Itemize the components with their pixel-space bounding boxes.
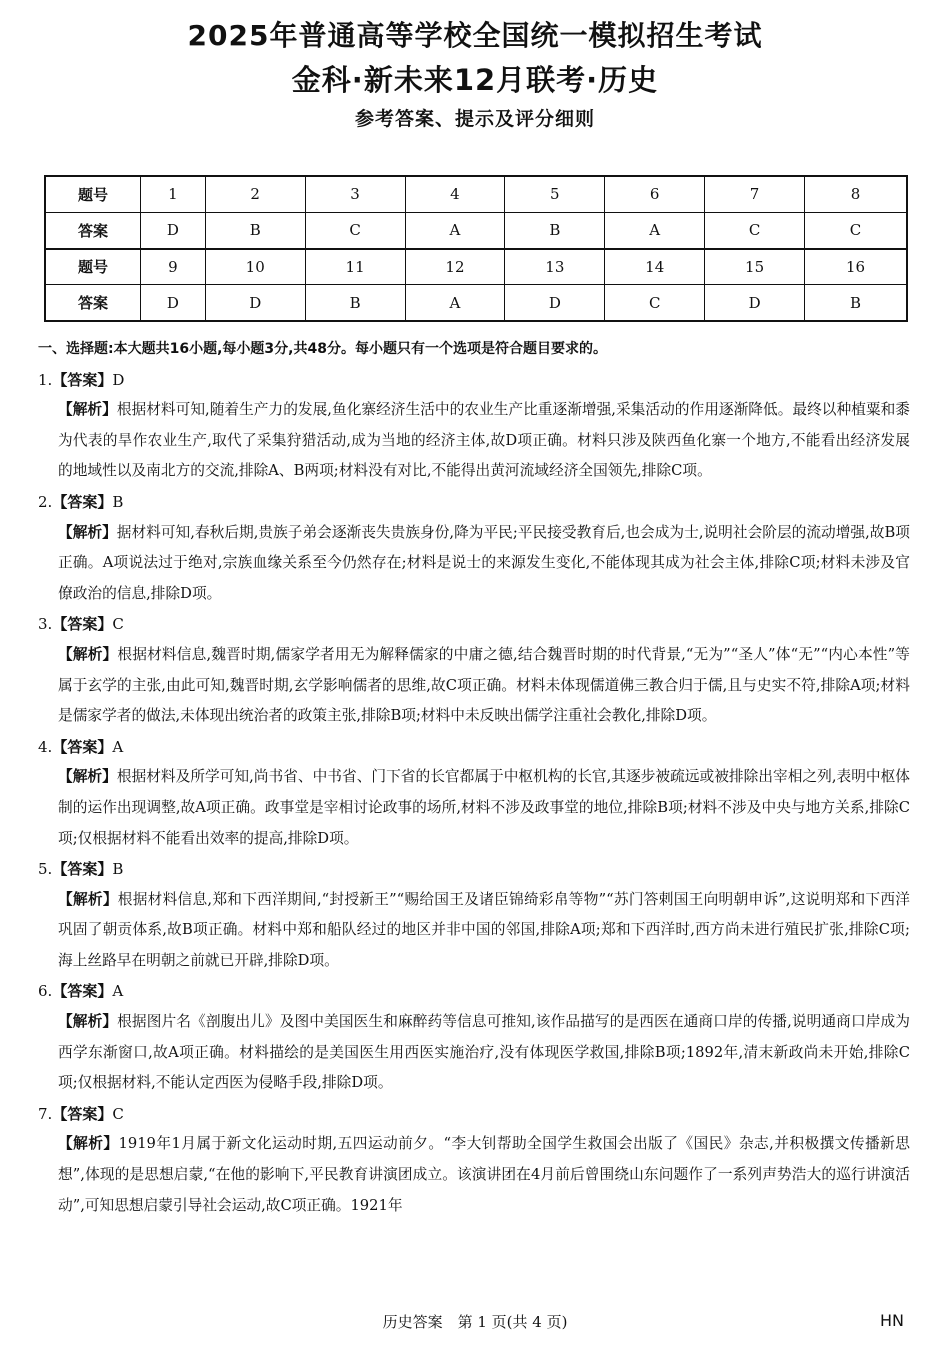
- answer-value: B: [112, 492, 124, 511]
- answer-value: B: [112, 860, 124, 879]
- answer-tag: 【答案】: [52, 492, 113, 511]
- row-label-answer: 答案: [45, 285, 141, 321]
- answer-cell: C: [805, 212, 907, 248]
- region-code: HN: [880, 1311, 904, 1330]
- question-number-cell: 4: [405, 176, 505, 212]
- question-block-2: [38, 487, 910, 609]
- answer-cell: D: [141, 285, 206, 321]
- answer-value: D: [112, 370, 125, 389]
- question-number: 6.: [38, 982, 53, 1001]
- analysis-paragraph: [38, 395, 910, 487]
- answer-value: A: [112, 737, 124, 756]
- answer-line: [38, 854, 910, 885]
- question-block-1: [38, 365, 910, 487]
- table-row-numbers-2: [45, 249, 907, 285]
- answer-tag: 【答案】: [52, 860, 113, 879]
- analysis-paragraph: [38, 885, 910, 977]
- answer-line: [38, 609, 910, 640]
- answer-value: C: [112, 1104, 124, 1123]
- question-block-5: [38, 854, 910, 976]
- answer-cell: B: [205, 212, 305, 248]
- analysis-paragraph: [38, 518, 910, 610]
- question-number-cell: 7: [705, 176, 805, 212]
- answer-value: C: [112, 615, 124, 634]
- answer-cell: B: [305, 285, 405, 321]
- analysis-text: 据材料可知,春秋后期,贵族子弟会逐渐丧失贵族身份,降为平民;平民接受教育后,也会成为士,说明社会阶层的流动增强,故B项正确。A项说法过于绝对,宗族血缘关系至今仍然存在;材料是说士的来源发生变化,不能体现其成为社会主体,排除C项;材料未涉及官僚政治的信息,排除D项。: [58, 523, 910, 602]
- answer-cell: D: [505, 285, 605, 321]
- question-number-cell: 15: [705, 249, 805, 285]
- question-number-cell: 13: [505, 249, 605, 285]
- question-number-cell: 5: [505, 176, 605, 212]
- answer-table: [44, 175, 908, 322]
- page-footer: 历史答案 第 1 页(共 4 页): [382, 1313, 568, 1331]
- answer-line: [38, 487, 910, 518]
- answer-tag: 【答案】: [52, 615, 113, 634]
- answer-line: [38, 976, 910, 1007]
- table-row-answers-1: [45, 212, 907, 248]
- question-block-6: [38, 976, 910, 1098]
- exam-title: 2025年普通高等学校全国统一模拟招生考试: [187, 19, 763, 52]
- question-number-cell: 3: [305, 176, 405, 212]
- answer-tag: 【答案】: [52, 1104, 113, 1123]
- question-block-3: [38, 609, 910, 731]
- analysis-text: 根据材料及所学可知,尚书省、中书省、门下省的长官都属于中枢机构的长官,其逐步被疏远或被排除出宰相之列,表明中枢体制的运作出现调整,故A项正确。政事堂是宰相讨论政事的场所,材料不涉及政事堂的地位,排除B项;材料不涉及中央与地方关系,排除C项;仅根据材料不能看出效率的提高,排除D项。: [58, 768, 910, 847]
- answer-cell: A: [405, 285, 505, 321]
- question-number-cell: 11: [305, 249, 405, 285]
- analysis-tag: 【解析】: [58, 768, 117, 786]
- question-number-cell: 6: [605, 176, 705, 212]
- exam-subtitle: 金科·新未来12月联考·历史: [291, 63, 659, 97]
- analysis-paragraph: [38, 640, 910, 732]
- question-block-7: [38, 1099, 910, 1221]
- answer-explanations: [38, 334, 910, 1221]
- analysis-text: 根据材料可知,随着生产力的发展,鱼化寨经济生活中的农业生产比重逐渐增强,采集活动的作用逐渐降低。最终以种植粟和黍为代表的旱作农业生产,取代了采集狩猎活动,成为当地的经济主体,故D项正确。材料只涉及陕西鱼化寨一个地方,不能看出经济发展的地域性以及南北方的交流,排除A、B两项;材料没有对比,不能得出黄河流域经济全国领先,排除C项。: [58, 401, 910, 480]
- analysis-tag: 【解析】: [58, 890, 118, 908]
- question-number: 1.: [38, 370, 53, 389]
- question-number: 5.: [38, 860, 53, 879]
- question-number-cell: 16: [805, 249, 907, 285]
- analysis-text: 1919年1月属于新文化运动时期,五四运动前夕。“李大钊帮助全国学生救国会出版了《国民》杂志,并积极撰文传播新思想”,体现的是思想启蒙,“在他的影响下,平民教育讲演团成立。该演讲团在4月前后曾围绕山东问题作了一系列声势浩大的巡行讲演活动”,可知思想启蒙引导社会运动,故C项正确。1921年: [58, 1135, 910, 1214]
- question-number-cell: 14: [605, 249, 705, 285]
- answer-cell: D: [705, 285, 805, 321]
- answer-value: A: [112, 982, 124, 1001]
- question-number: 4.: [38, 737, 53, 756]
- question-number: 2.: [38, 492, 53, 511]
- analysis-tag: 【解析】: [58, 523, 117, 541]
- analysis-paragraph: [38, 762, 910, 854]
- row-label-number: 题号: [45, 249, 141, 285]
- table-row-numbers-1: [45, 176, 907, 212]
- question-number-cell: 1: [141, 176, 206, 212]
- answer-tag: 【答案】: [52, 737, 113, 756]
- answer-line: [38, 732, 910, 763]
- question-number-cell: 2: [205, 176, 305, 212]
- table-row-answers-2: [45, 285, 907, 321]
- question-number: 3.: [38, 615, 53, 634]
- question-number-cell: 9: [141, 249, 206, 285]
- analysis-text: 根据材料信息,魏晋时期,儒家学者用无为解释儒家的中庸之德,结合魏晋时期的时代背景,“无为”“圣人”体“无”“内心本性”等属于玄学的主张,由此可知,魏晋时期,玄学影响儒者的思维,故C项正确。材料未体现儒道佛三教合归于儒,且与史实不符,排除A项;材料是儒家学者的做法,未体现出统治者的政策主张,排除B项;材料中未反映出儒学注重社会教化,排除D项。: [58, 645, 910, 725]
- answer-cell: B: [805, 285, 907, 321]
- analysis-tag: 【解析】: [58, 401, 117, 419]
- analysis-paragraph: [38, 1129, 910, 1221]
- answer-tag: 【答案】: [52, 982, 113, 1001]
- answer-line: [38, 365, 910, 396]
- section-heading: 一、选择题:本大题共16小题,每小题3分,共48分。每小题只有一个选项是符合题目要求的。: [38, 341, 607, 357]
- analysis-tag: 【解析】: [58, 1135, 119, 1153]
- document-heading: 参考答案、提示及评分细则: [354, 108, 595, 130]
- analysis-tag: 【解析】: [58, 1013, 118, 1031]
- analysis-tag: 【解析】: [58, 645, 118, 663]
- question-number: 7.: [38, 1104, 53, 1123]
- answer-line: [38, 1099, 910, 1130]
- answer-cell: C: [705, 212, 805, 248]
- analysis-text: 根据图片名《剖腹出儿》及图中美国医生和麻醉药等信息可推知,该作品描写的是西医在通商口岸的传播,说明通商口岸成为西学东渐窗口,故A项正确。材料描绘的是美国医生用西医实施治疗,没有体现医学救国,排除B项;1892年,清末新政尚未开始,排除C项;仅根据材料,不能认定西医为侵略手段,排除D项。: [58, 1013, 910, 1092]
- answer-cell: C: [605, 285, 705, 321]
- answer-cell: D: [141, 212, 206, 248]
- question-number-cell: 10: [205, 249, 305, 285]
- row-label-answer: 答案: [45, 212, 141, 248]
- answer-cell: B: [505, 212, 605, 248]
- row-label-number: 题号: [45, 176, 141, 212]
- question-number-cell: 8: [805, 176, 907, 212]
- question-number-cell: 12: [405, 249, 505, 285]
- answer-cell: C: [305, 212, 405, 248]
- answer-cell: A: [405, 212, 505, 248]
- question-block-4: [38, 732, 910, 854]
- answer-cell: A: [605, 212, 705, 248]
- answer-cell: D: [205, 285, 305, 321]
- analysis-text: 根据材料信息,郑和下西洋期间,“封授新王”“赐给国王及诸臣锦绮彩帛等物”“苏门答剌国王向明朝申诉”,这说明郑和下西洋巩固了朝贡体系,故B项正确。材料中郑和船队经过的地区并非中国的邻国,排除A项;郑和下西洋时,西方尚未进行殖民扩张,排除C项;海上丝路早在明朝之前就已开辟,排除D项。: [58, 890, 910, 969]
- answer-tag: 【答案】: [52, 370, 113, 389]
- analysis-paragraph: [38, 1007, 910, 1099]
